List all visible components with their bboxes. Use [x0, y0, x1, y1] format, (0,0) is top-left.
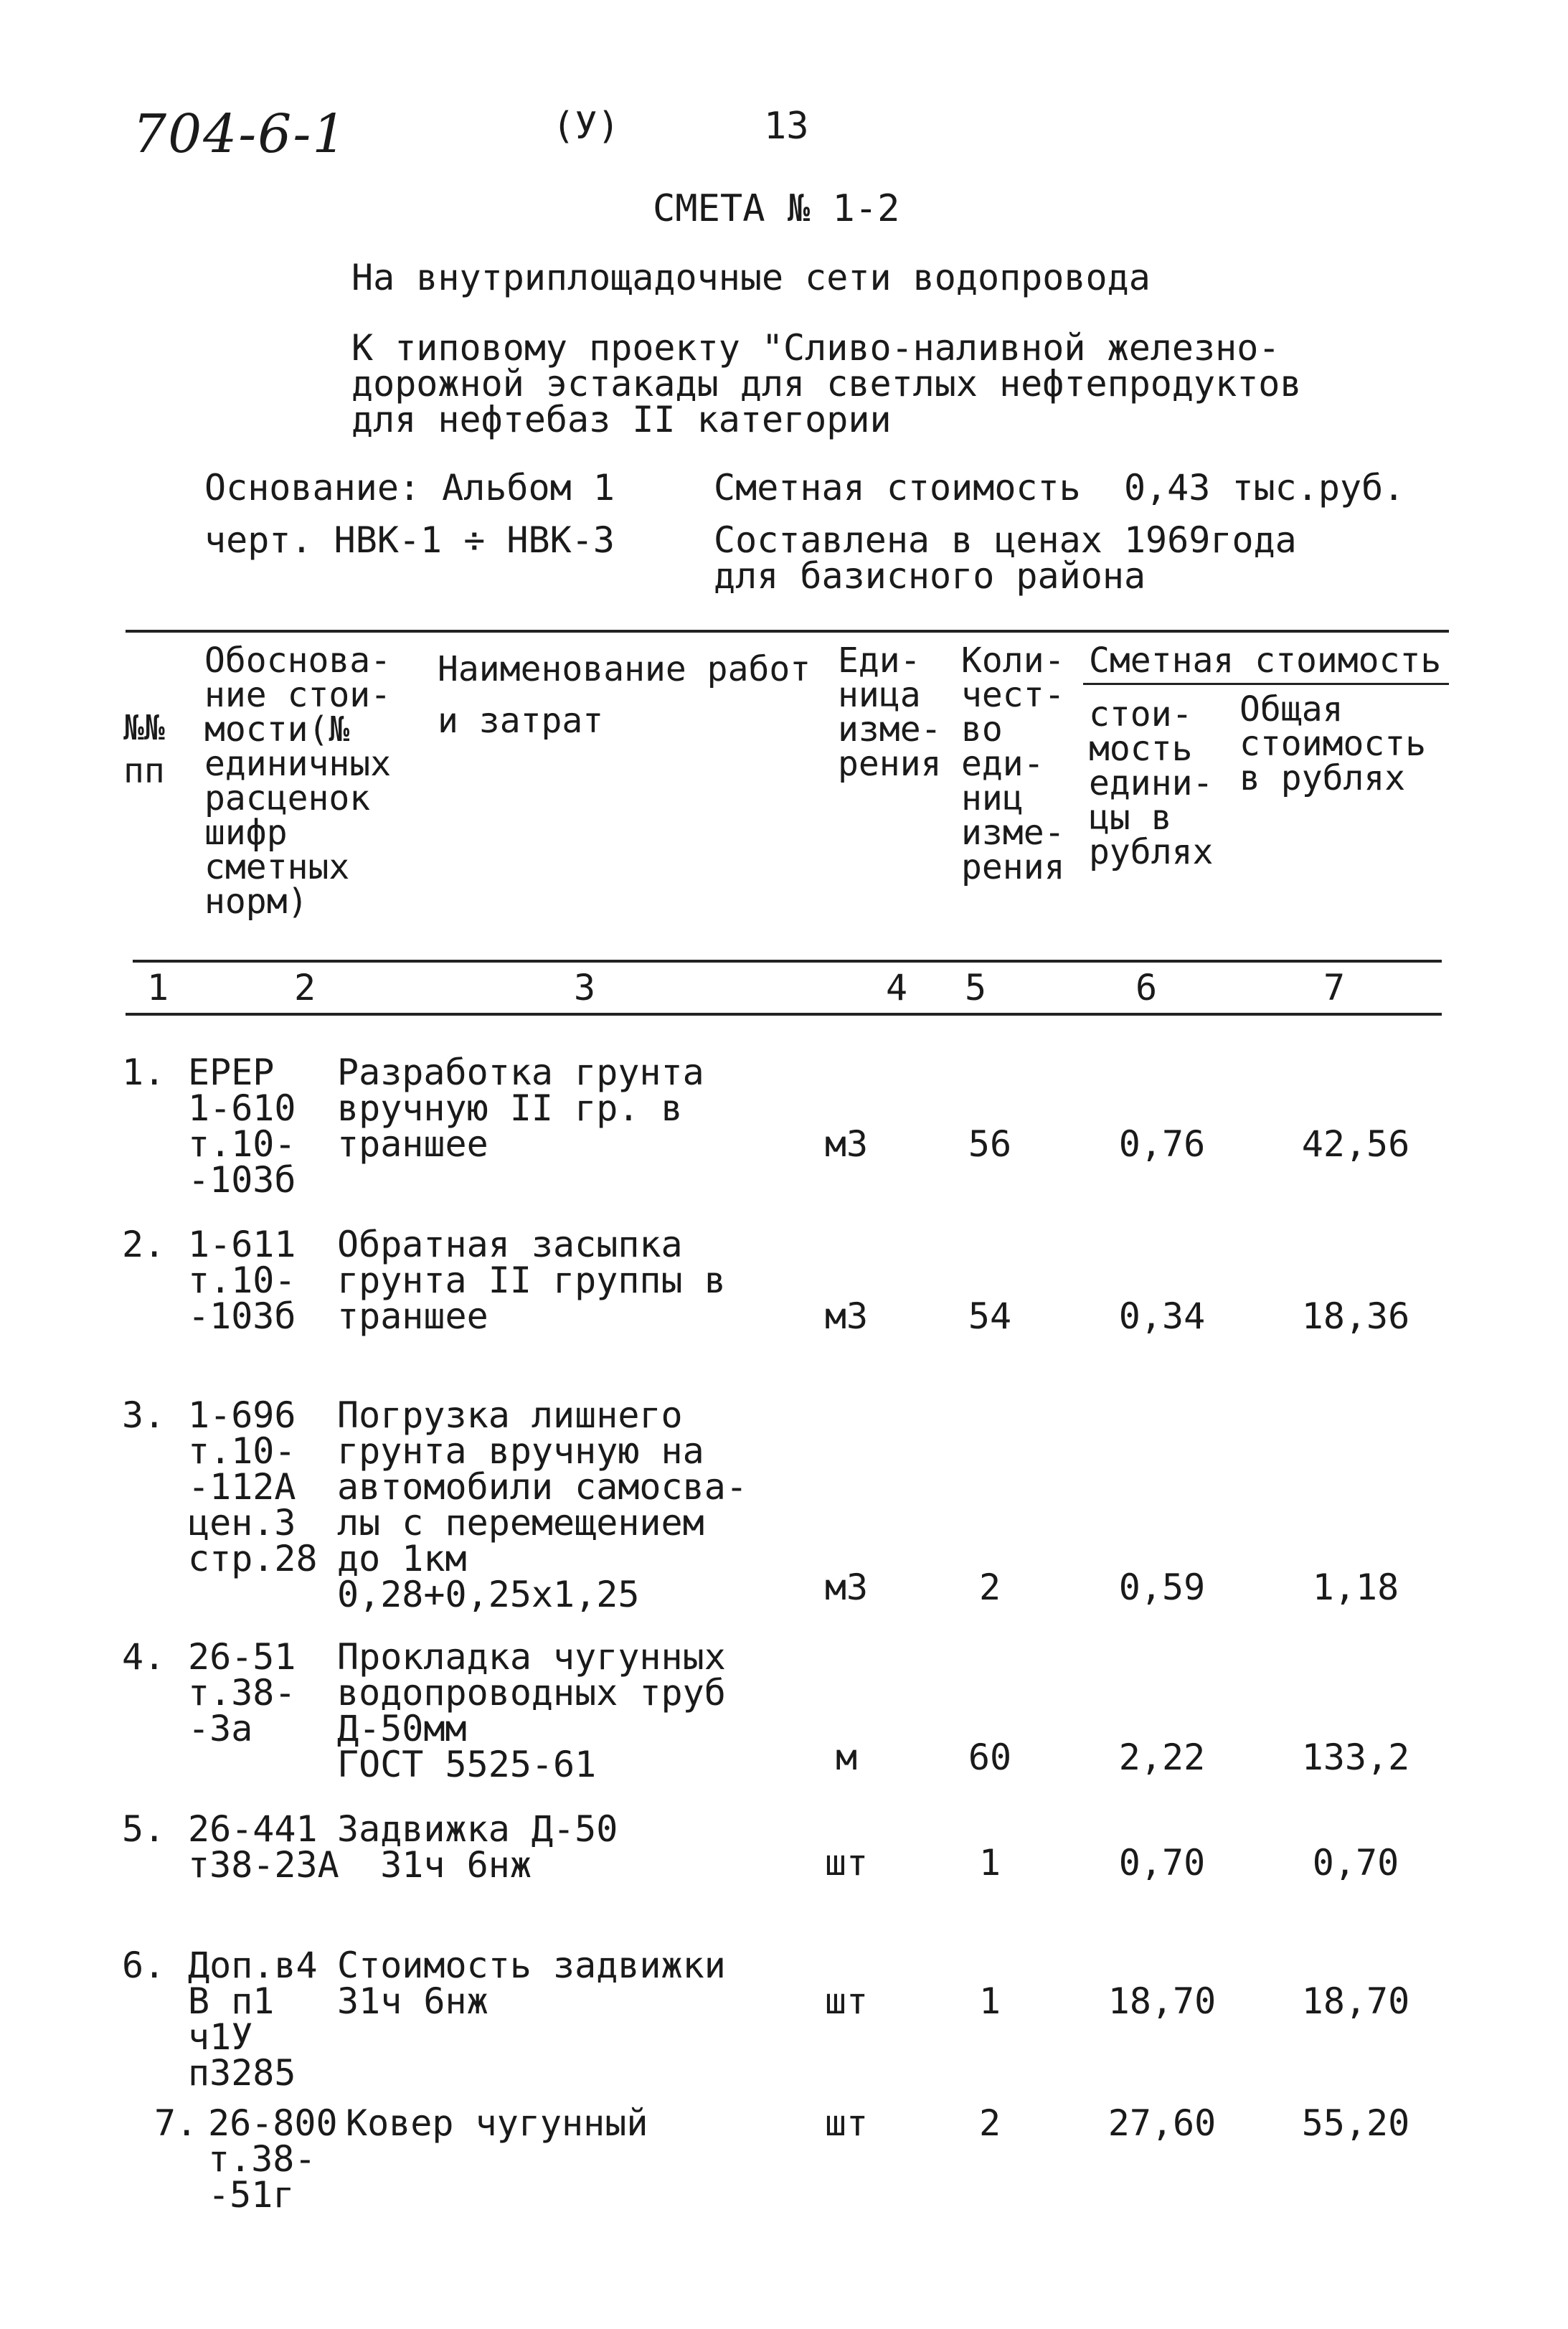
page-subtitle: На внутриплощадочные сети водопровода — [351, 257, 1151, 298]
header-unit: Еди- ница изме- рения — [838, 641, 942, 784]
column-number: 5 — [965, 967, 987, 1008]
row-qty: 56 — [968, 1123, 1012, 1165]
row-number: 1. — [122, 1052, 166, 1093]
row-code: 26-800 т.38- -51г — [208, 2102, 338, 2216]
header-basis: Обоснова- ние стои- мости(№ единичных расценок шифр сметных норм) — [204, 641, 392, 922]
row-unit: м3 — [824, 1123, 869, 1165]
prices-line-1: Составлена в ценах 1969года — [714, 519, 1297, 561]
row-code: 26-441 т38-23А — [188, 1808, 339, 1886]
row-total: 55,20 — [1301, 2102, 1410, 2144]
row-total: 42,56 — [1301, 1123, 1410, 1165]
row-unit: шт — [824, 2102, 869, 2144]
column-number: 1 — [147, 967, 169, 1008]
column-number: 2 — [294, 967, 316, 1008]
basis-line-2: черт. НВК-1 ÷ НВК-3 — [204, 519, 615, 561]
page-title: СМЕТА № 1-2 — [653, 187, 900, 230]
row-unit: м3 — [824, 1567, 869, 1608]
row-qty: 1 — [978, 1980, 1001, 2022]
cost-group-rule — [1083, 683, 1449, 685]
header-name: Наименование работ и затрат — [438, 649, 811, 741]
row-name: Обратная засыпка грунта II группы в траншее — [337, 1224, 726, 1337]
row-number: 7. — [154, 2102, 198, 2144]
row-unit-price: 0,34 — [1118, 1295, 1206, 1337]
row-code: 1-696 т.10- -112А цен.3 стр.28 — [188, 1394, 318, 1579]
project-line-1: К типовому проекту "Сливо-наливной железно- — [351, 327, 1280, 369]
estimated-cost: Сметная стоимость 0,43 тыс.руб. — [714, 467, 1405, 509]
row-qty: 1 — [978, 1842, 1001, 1884]
project-line-3: для нефтебаз II категории — [351, 399, 892, 440]
row-number: 4. — [122, 1636, 166, 1678]
column-number: 4 — [886, 967, 908, 1008]
column-number: 7 — [1323, 967, 1346, 1008]
row-number: 5. — [122, 1808, 166, 1850]
row-total: 1,18 — [1312, 1567, 1399, 1608]
row-code: 1-611 т.10- -103б — [188, 1224, 296, 1337]
column-number: 6 — [1135, 967, 1158, 1008]
row-unit-price: 18,70 — [1107, 1980, 1217, 2022]
column-number: 3 — [574, 967, 596, 1008]
header-cost-group: Сметная стоимость — [1089, 641, 1442, 681]
prices-line-2: для базисного района — [714, 555, 1146, 597]
row-name: Ковер чугунный — [346, 2102, 648, 2144]
row-name: Погрузка лишнего грунта вручную на автомобили самосва- лы с перемещением до 1км 0,28+0,25х1,25 — [337, 1394, 747, 1615]
row-unit-price: 27,60 — [1107, 2102, 1217, 2144]
row-unit: м3 — [824, 1295, 869, 1337]
header-unit-cost: стои- мость едини- цы в рублях — [1089, 694, 1214, 872]
row-unit: шт — [824, 1842, 869, 1884]
row-unit-price: 0,70 — [1118, 1842, 1206, 1884]
row-unit-price: 2,22 — [1118, 1737, 1206, 1778]
row-unit: шт — [824, 1980, 869, 2022]
document-mark: (У) — [552, 105, 620, 148]
row-qty: 54 — [968, 1295, 1012, 1337]
row-code: ЕРЕР 1-610 т.10- -103б — [188, 1052, 296, 1201]
table-top-rule — [126, 630, 1449, 633]
row-qty: 2 — [978, 2102, 1001, 2144]
column-numbers-rule — [126, 1013, 1442, 1016]
row-unit: м — [835, 1737, 858, 1778]
row-name: Задвижка Д-50 31ч 6нж — [337, 1808, 618, 1886]
row-name: Разработка грунта вручную II гр. в траншее — [337, 1052, 704, 1165]
row-code: 26-51 т.38- -3а — [188, 1636, 296, 1749]
header-qty: Коли- чест- во еди- ниц изме- рения — [961, 641, 1065, 887]
row-total: 133,2 — [1301, 1737, 1410, 1778]
row-unit-price: 0,59 — [1118, 1567, 1206, 1608]
row-number: 6. — [122, 1945, 166, 1986]
row-name: Стоимость задвижки 31ч 6нж — [337, 1945, 726, 2022]
row-total: 18,36 — [1301, 1295, 1410, 1337]
row-total: 18,70 — [1301, 1980, 1410, 2022]
header-total-cost: Общая стоимость в рублях — [1239, 689, 1427, 798]
header-num: №№ пп — [123, 708, 165, 791]
row-number: 3. — [122, 1394, 166, 1436]
row-qty: 60 — [968, 1737, 1012, 1778]
page-number: 13 — [764, 105, 809, 148]
basis-line-1: Основание: Альбом 1 — [204, 467, 615, 509]
document-code: 704-6-1 — [133, 103, 348, 165]
row-qty: 2 — [978, 1567, 1001, 1608]
row-unit-price: 0,76 — [1118, 1123, 1206, 1165]
project-line-2: дорожной эстакады для светлых нефтепродуктов — [351, 363, 1302, 405]
row-number: 2. — [122, 1224, 166, 1265]
header-bottom-rule — [133, 960, 1442, 963]
row-code: Доп.в4 В п1 ч1У п3285 — [188, 1945, 318, 2094]
row-total: 0,70 — [1312, 1842, 1399, 1884]
row-name: Прокладка чугунных водопроводных труб Д-50мм ГОСТ 5525-61 — [337, 1636, 726, 1785]
